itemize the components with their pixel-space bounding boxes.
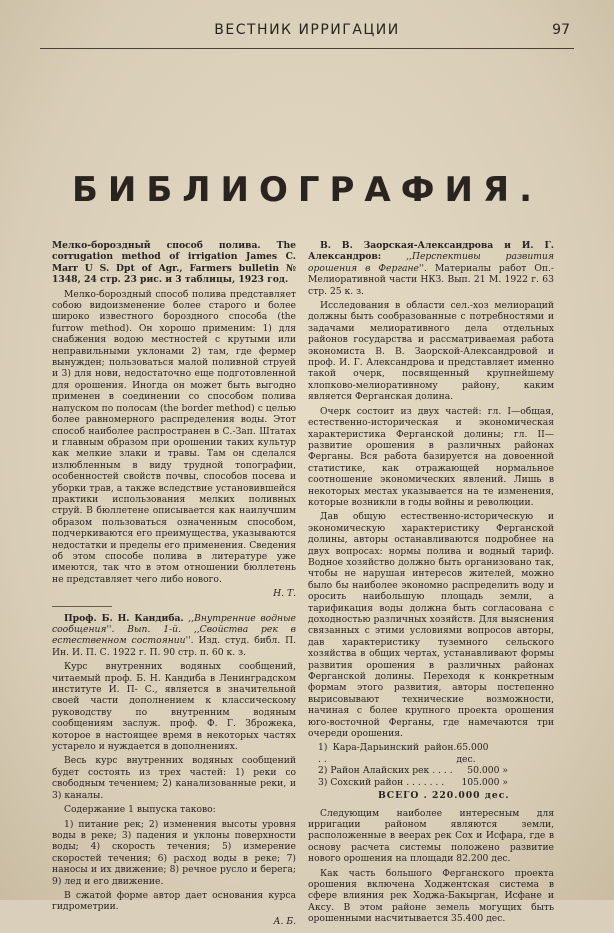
review-3-paragraph-3: Дав общую естественно-историческую и экономическую характеристику Ферганской долины, авторы останавливаются подробнее на двух вопросах: нормы полива и водный тариф. Водное хозяйство должно быть организовано так, чтобы не нарушая интересов жителей, можно было бы наиболее экономно распределить воду и оросить наибольшую площадь земли, а тарификация воды должна быть согласована с доходностью различных хозяйств. Для выяснения связанных с этими условиями вопросов авторы, дав характеристику туземного сельского хозяйства в общих чертах, устанавливают формы развития орошения в различных районах Ферганской долины. Переходя к конкретным формам этого развития, авторы постепенно вырисовывают технические возможности, начиная с более крупного проекта орошения юго-восточной Ферганы, где намечаются три очереди орошения. bbox=[308, 511, 554, 740]
district-row bbox=[318, 765, 508, 776]
review-3-paragraph-4: Следующим наиболее интересным для ирригации районом являются земли, расположенные в веерах рек Сох и Исфара, где в основу расчета системы положено развитие нового орошения на площади 82.200 дес. bbox=[308, 807, 554, 865]
review-3-paragraph-2: Очерк состоит из двух частей: гл. I—общая, естественно-историческая и экономическая характеристика Ферганской долины; гл. II—развитие орошения в различных районах Ферганы. Вся работа базируется на довоенной статистике, как отражающей нормальное соотношение экономических явлений. Лишь в некоторых местах указывается на те изменения, которые возникли в годы войны и революции. bbox=[308, 405, 554, 508]
review-2-paragraph-4: 1) питание рек; 2) изменения высоты уровня воды в реке; 3) падения и уклоны поверхности воды; 4) скорость течения; 5) измерение скоростей течения; 6) расход воды в реке; 7) наносы и их движение; 8) речное русло и берега; 9) лед и его движение. bbox=[52, 818, 296, 887]
page-number: 97 bbox=[552, 22, 570, 38]
review-1-paragraph: Мелко-бороздный способ полива представляет собою видоизменение более старого и более широко известного бороздного способа (the furrow method). Он хорошо применим: 1) для снабжения водою местностей с крутыми или неправильными уклонами 2) там, где фермер вынужден; пользоваться малой поливной струей и 3) для нови, недостаточно еще подготовленной для орошения. Иногда он может быть выгодно применен в соединении со способом полива напуском по полосам (the border method) с целью более равномерного распределения воды. Этот способ наиболее распространен в С.-Зап. Штатах и главным образом при орошении таких культур как мелкие злаки и травы. Там он сделался излюбленным в виду трудной топографии, особенностей свойств почвы, способов посева и уборки трав, а также вследствие установившейся практики использования мелких поливных струй. В бюллетене описывается как наилучшим образом пользоваться означенным способом, подчеркиваются его преимущества, указываются недостатки и пределы его применения. Сведения об этом способе полива в литературе уже имеются, так что в этом отношении бюллетень не представляет чего либо нового. bbox=[52, 288, 296, 585]
review-2-heading bbox=[52, 613, 296, 659]
district-name: 3) Сохский район . . . . . . . bbox=[318, 776, 445, 788]
left-column bbox=[52, 240, 296, 933]
review-3-paragraph-5: Как часть большого Ферганского проекта орошения включена Ходжентская система в сфере влияния рек Ходжа-Бакырган, Исфане и Аксу. В этом районе земель могущих быть орошенными насчитывается 35.400 дес. bbox=[308, 867, 554, 925]
review-1-heading bbox=[52, 240, 296, 286]
review-2-author: Проф. Б. Н. Кандиба. bbox=[64, 612, 184, 624]
review-2-paragraph-1: Курс внутренних водяных сообщений, читаемый проф. Б. Н. Кандиба в Ленинградском институте И. П- С., является в значительной своей части дополнением к классическому руководству по внутренним водяным сообщениям заслуж. проф. Ф. Г. Зброжека, которое в настоящее время в некоторых частях устарело и нуждается в дополнениях. bbox=[52, 661, 296, 753]
review-2-paragraph-2: Весь курс внутренних водяных сообщений будет состоять из трех частей: 1) реки со свободным течением; 2) канализованные реки, и 3) каналы. bbox=[52, 755, 296, 801]
review-3-author: В. В. Заорская-Александрова и И. Г. Александров: bbox=[308, 240, 554, 263]
right-column bbox=[308, 240, 554, 928]
separator bbox=[52, 606, 112, 607]
review-3-title: ,,Перспективы развития орошения в Фергане''. bbox=[308, 251, 555, 274]
district-name: 2) Район Алайских рек . . . . bbox=[318, 765, 453, 777]
district-row bbox=[318, 742, 508, 765]
review-2-paragraph-3: Содержание 1 выпуска таково: bbox=[64, 804, 216, 816]
review-1-signature: Н. Т. bbox=[273, 588, 296, 600]
district-name: 1) Кара-Дарьинский район. . . bbox=[318, 742, 457, 765]
district-value: 50.000 » bbox=[467, 765, 508, 777]
review-3-paragraph-1: Исследования в области сел.-хоз мелиораций должны быть сообразованные с потребностями и задачами мелиоративного дела отдельных районов государства и рассматриваемая работа экономиста В. В. Заорской-Александровой и проф. И. Г. Александрова и представляет именно такой очерк, посвященный крупнейшему хлопково-мелиоративному району, каким является Ферганская долина. bbox=[308, 300, 554, 403]
district-value: 105.000 » bbox=[461, 776, 508, 788]
section-title: БИБЛИОГРАФИЯ. bbox=[71, 170, 543, 210]
review-1-heading-text: Мелко-бороздный способ полива. The corrugation method of irrigation James C. Marr U S. Dpt of Agr., Farmers bulletin № 1348, 24 стр. 23 рис. и 3 таблицы, 1923 год. bbox=[52, 240, 296, 286]
districts-total: ВСЕГО . 220.000 дес. bbox=[378, 790, 510, 802]
review-3-heading bbox=[308, 240, 554, 297]
review-3-pub: Материалы работ Оп.-Мелиоративной части НКЗ. Вып. 21 М. 1922 г. 63 стр. 25 к. з. bbox=[308, 262, 554, 297]
review-2-signature: А. Б. bbox=[273, 915, 296, 927]
district-value: 65.000 дес. bbox=[456, 742, 489, 765]
district-row bbox=[318, 777, 508, 788]
review-2-paragraph-5: В сжатой форме автор дает основания курса гидрометрии. bbox=[52, 889, 296, 913]
running-head: ВЕСТНИК ИРРИГАЦИИ bbox=[214, 22, 400, 38]
review-2-title: ,,Внутренние водные сообщения''. Вып. 1-й. ,,Свойства рек в естественном состоянии''. bbox=[52, 612, 296, 647]
districts-list bbox=[318, 742, 554, 788]
page-header bbox=[40, 18, 574, 49]
review-2-pub: Изд. студ. библ. П. Ин. И. П. С. 1922 г. П. 90 стр. п. 60 к. з. bbox=[52, 635, 297, 658]
